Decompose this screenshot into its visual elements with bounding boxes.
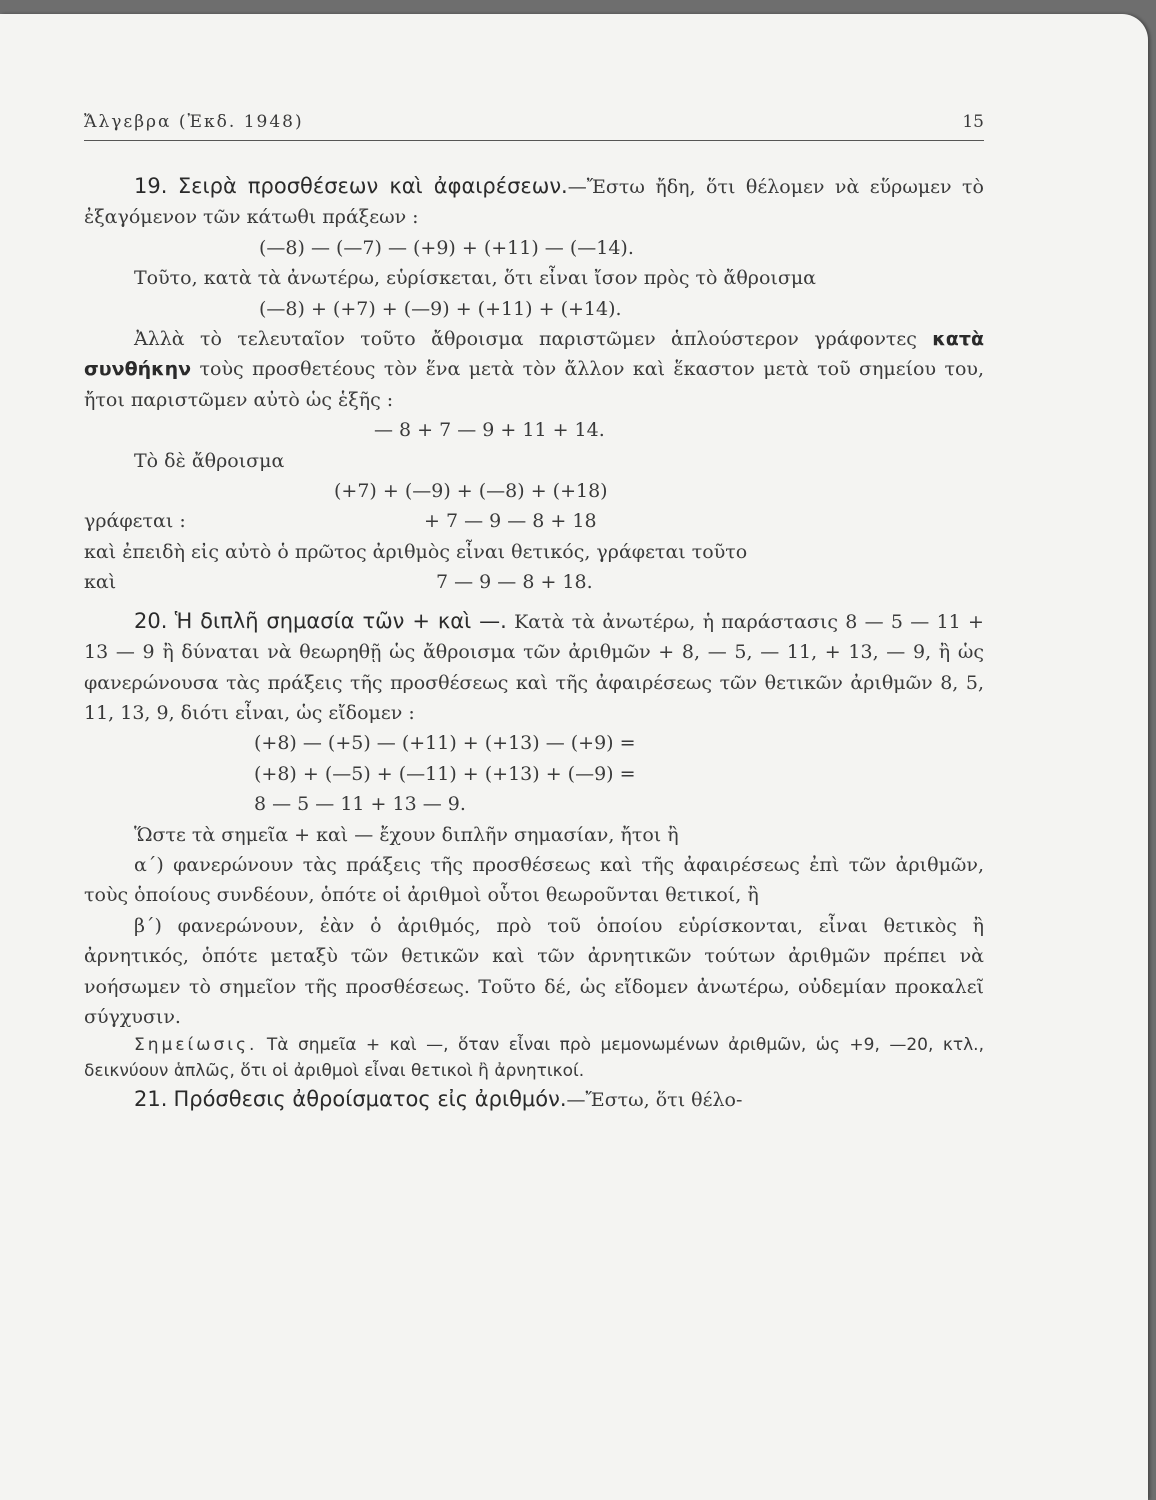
section-21-number: 21.: [134, 1087, 168, 1112]
section-20-paragraph: [84, 606, 984, 729]
note-label: Σημείωσις.: [134, 1035, 258, 1056]
section-21-title: Πρόσθεσις ἀθροίσματος εἰς ἀριθμόν.: [173, 1087, 567, 1112]
section-19-paragraph-6: καὶ ἐπειδὴ εἰς αὐτὸ ὁ πρῶτος ἀριθμὸς εἶναι θετικός, γράφεται τοῦτο: [84, 540, 748, 563]
equation-19-6-row: [84, 567, 984, 597]
page-number: 15: [962, 112, 984, 132]
section-20-paragraph-3: α΄) φανερώνουν τὰς πράξεις τῆς προσθέσεως καὶ τῆς ἀφαιρέσεως ἐπὶ τῶν ἀριθμῶν, τοὺς ὁποίους συνδέουν, ὁπότε οἱ ἀριθμοὶ οὗτοι θεωροῦνται θετικοί, ἢ: [84, 853, 984, 907]
section-19-paragraph: [84, 171, 984, 233]
equation-19-5: + 7 — 9 — 8 + 18: [424, 510, 597, 533]
section-19-paragraph-4: Τὸ δὲ ἄθροισμα: [134, 449, 285, 472]
section-19-lead: —Ἔστω ἤδη, ὅτι θέλομεν νὰ εὕρωμεν τὸ ἐξαγόμενον τῶν κάτωθι πράξεων :: [84, 176, 984, 229]
equation-19-6: 7 — 9 — 8 + 18.: [436, 571, 593, 594]
equation-19-2: (—8) + (+7) + (—9) + (+11) + (+14).: [259, 297, 622, 320]
page-content: [84, 171, 984, 1116]
section-19-paragraph-3: [84, 324, 984, 415]
equation-19-5-row: [84, 506, 984, 536]
page-body: [84, 112, 984, 1116]
book-page: [0, 14, 1148, 1500]
section-20-title: Ἡ διπλῆ σημασία τῶν + καὶ —.: [174, 608, 507, 633]
note-paragraph: [84, 1032, 984, 1084]
section-19-title: Σειρὰ προσθέσεων καὶ ἀφαιρέσεων.: [177, 174, 568, 198]
section-20-number: 20.: [134, 608, 168, 633]
equation-20-2: (+8) + (—5) + (—11) + (+13) + (—9) =: [254, 762, 636, 785]
section-19-p5-lead: γράφεται :: [84, 510, 186, 533]
section-19-paragraph-2: Τοῦτο, κατὰ τὰ ἀνωτέρω, εὑρίσκεται, ὅτι εἶναι ἴσον πρὸς τὸ ἄθροισμα: [134, 267, 816, 290]
section-20-paragraph-2: Ὥστε τὰ σημεῖα + καὶ — ἔχουν διπλῆν σημασίαν, ἤτοι ἢ: [134, 823, 679, 846]
equation-19-3: — 8 + 7 — 9 + 11 + 14.: [374, 419, 605, 442]
section-20-paragraph-4: β΄) φανερώνουν, ἐὰν ὁ ἀριθμός, πρὸ τοῦ ὁποίου εὑρίσκονται, εἶναι θετικὸς ἢ ἀρνητικός, ὁπότε μεταξὺ τῶν θετικῶν καὶ τῶν ἀρνητικῶν τούτων ἀριθμῶν πρέπει νὰ νοήσωμεν τὸ σημεῖον τῆς προσθέσεως. Τοῦτο δέ, ὡς εἴδομεν ἀνωτέρω, οὐδεμίαν προκαλεῖ σύγχυσιν.: [84, 914, 984, 1028]
section-19-p3-a: Ἀλλὰ τὸ τελευταῖον τοῦτο ἄθροισμα παριστῶμεν ἁπλούστερον γράφοντες: [134, 328, 917, 351]
note-text: Τὰ σημεῖα + καὶ —, ὅταν εἶναι πρὸ μεμονωμένων ἀριθμῶν, ὡς +9, —20, κτλ., δεικνύουν ἁπλῶς, ὅτι οἱ ἀριθμοὶ εἶναι θετικοὶ ἢ ἀρνητικοί.: [84, 1035, 984, 1082]
equation-19-1: (—8) — (—7) — (+9) + (+11) — (—14).: [259, 236, 634, 259]
equation-19-4: (+7) + (—9) + (—8) + (+18): [334, 480, 608, 503]
section-19-p7-lead: καὶ: [84, 571, 117, 594]
running-header: [84, 112, 984, 141]
section-19-p3-b: τοὺς προσθετέους τὸν ἕνα μετὰ τὸν ἄλλον καὶ ἕκαστον μετὰ τοῦ σημείου του, ἤτοι παριστῶμεν αὐτὸ ὡς ἑξῆς :: [84, 358, 984, 411]
section-21-paragraph: [84, 1084, 984, 1115]
equation-20-3: 8 — 5 — 11 + 13 — 9.: [254, 793, 466, 816]
equation-20-1: (+8) — (+5) — (+11) + (+13) — (+9) =: [254, 732, 636, 755]
section-19-p3-bold: κατὰ συνθήκην: [84, 328, 984, 381]
section-20-p1: Κατὰ τὰ ἀνωτέρω, ἡ παράστασις 8 — 5 — 11 + 13 — 9 ἢ δύναται νὰ θεωρηθῇ ὡς ἄθροισμα τῶν ἀριθμῶν + 8, — 5, — 11, + 13, — 9, ἢ ὡς φανερώνουσα τὰς πράξεις τῆς προσθέσεως καὶ τῆς ἀφαιρέσεως τῶν θετικῶν ἀριθμῶν 8, 5, 11, 13, 9, διότι εἶναι, ὡς εἴδομεν :: [84, 610, 984, 724]
section-19-number: 19.: [134, 174, 168, 198]
running-title: Ἄλγεβρα (Ἐκδ. 1948): [84, 112, 304, 132]
section-21-lead: —Ἔστω, ὅτι θέλο-: [566, 1089, 743, 1112]
